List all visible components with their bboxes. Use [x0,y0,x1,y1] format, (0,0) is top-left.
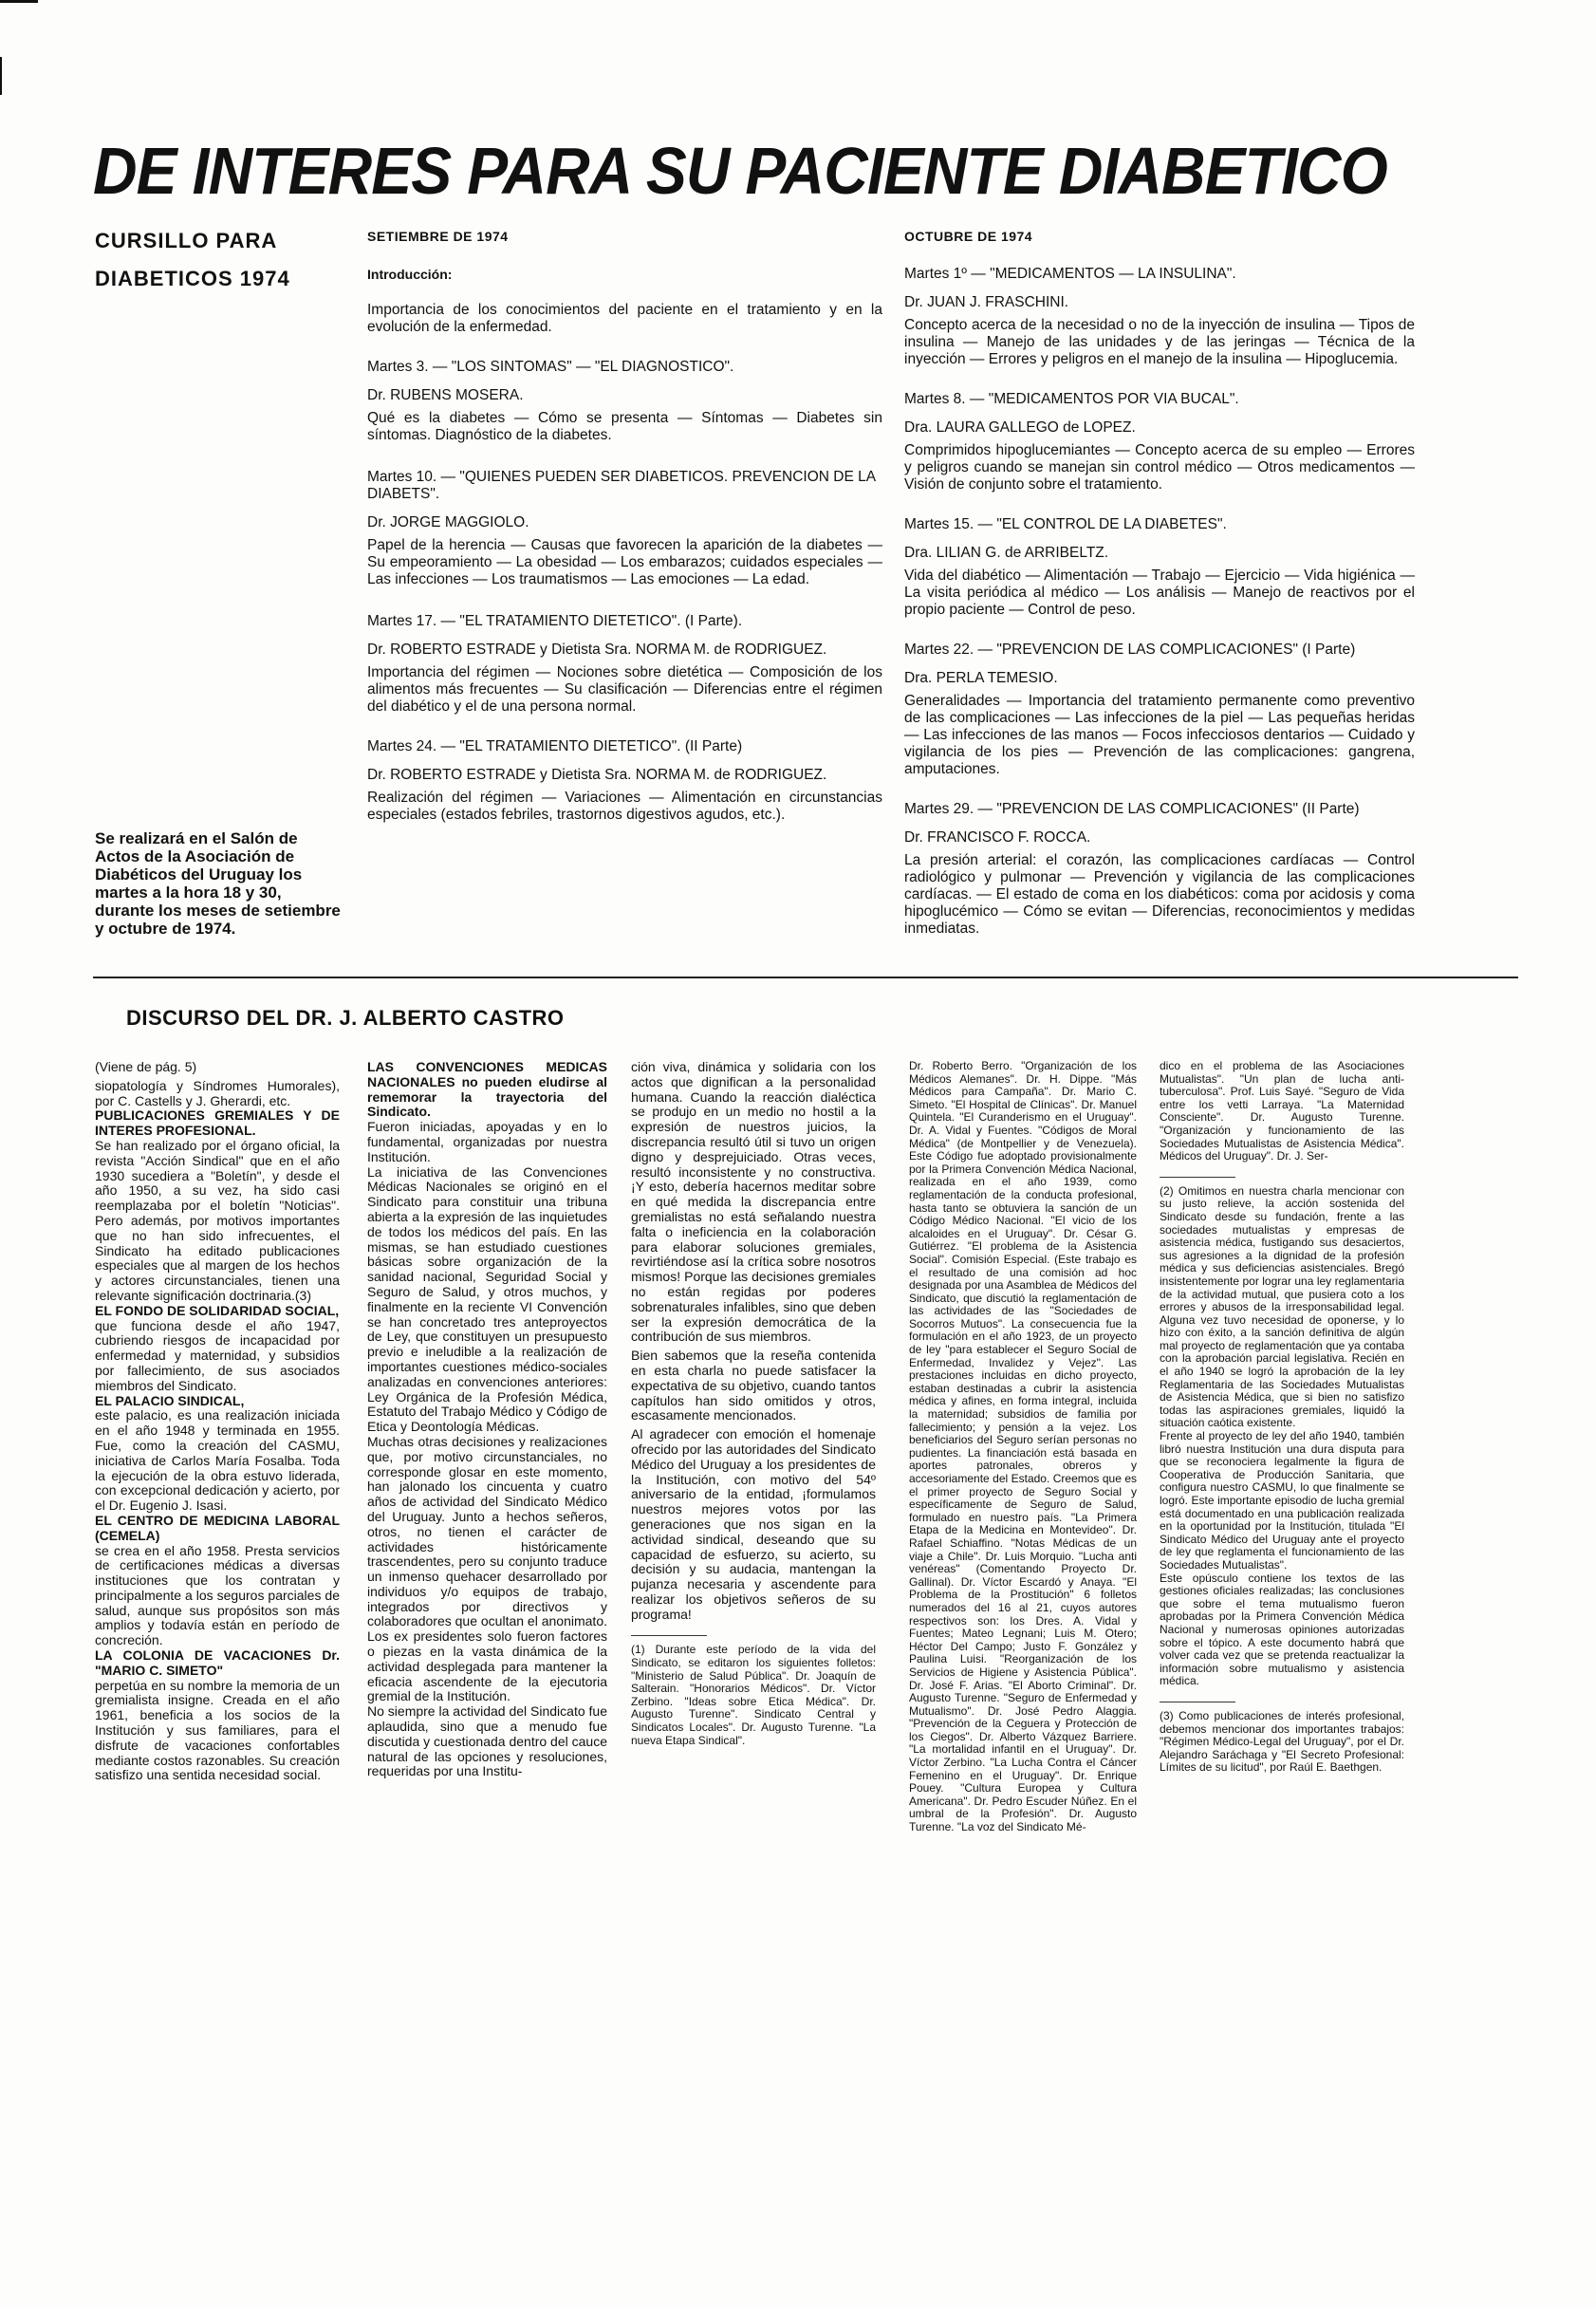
paragraph: siopatología y Síndromes Humorales), por C. Castells y J. Gherardi, etc. [95,1077,340,1108]
session-doctor: Dr. JUAN J. FRASCHINI. [904,294,1069,310]
intro-text: Importancia de los conocimientos del paciente en el tratamiento y en la evolución de la enfermedad. [367,302,882,335]
cursillo-heading [95,222,313,298]
paragraph: Se han realizado por el órgano oficial, la revista "Acción Sindical" que en el año 1930 sucediera a "Boletín", y desde el año 1950, a su vez, ha sido casi reemplazaba por el boletín "Noticias". Pero además, por motivos importantes que no han sido infrecuentes, el Sindicato ha editado publicaciones especiales que al margen de los hechos y actores circunstanciales, tienen una relevante significación doctrinaria.(3) [95,1137,340,1303]
footnote-3: (3) Como publicaciones de interés profesional, debemos mencionar dos importantes trabajos: "Régimen Médico-Legal del Uruguay", por el Dr. Alejandro Saráchaga y "El Secreto Profesional: Límites de su licitud", por Raúl E. Baethgen. [1160,1708,1404,1775]
session-description: Importancia del régimen — Nociones sobre dietética — Composición de los alimentos más frecuentes — Su clasificación — Diferencias entre el régimen del diabético y el de una persona normal. [367,664,882,715]
footnote-1: (1) Durante este período de la vida del Sindicato, se editaron los siguientes folletos: "Ministerio de Salud Pública". Dr. Joaquín de Salterain. "Honorarios Médicos". Dr. Víctor Zerbino. "Ideas sobre Etica Médica". Dr. Augusto Turenne". Sindicato Central y Sindicatos Locales". Dr. Augusto Turenne. "La nueva Etapa Sindical". [631,1643,876,1747]
session-doctor: Dr. ROBERTO ESTRADE y Dietista Sra. NORMA M. de RODRIGUEZ. [367,767,827,783]
scan-mark-left [0,57,2,95]
session-description: La presión arterial: el corazón, las complicaciones cardíacas — Control radiológico y pulmonar — Prevención y vigilancia de las complicaciones cardíacas. — El estado de coma en los diabéticos: coma por acidosis y coma hipoglucémico — Cómo se evitan — Diferencias, reconocimientos y medidas inmediatas. [904,852,1415,937]
paragraph: No siempre la actividad del Sindicato fue aplaudida, sino que a menudo fue discutida y cuestionada dentro del cauce natural de las opciones y resoluciones, requeridas por una Institu- [367,1703,607,1779]
session [367,613,882,716]
session-doctor: Dr. JORGE MAGGIOLO. [367,514,529,530]
scan-mark-top [0,0,38,3]
session [367,359,882,444]
footnote-1-continued: Dr. Roberto Berro. "Organización de los Médicos Alemanes". Dr. H. Dippe. "Más Médicos para Campaña". Dr. Mario C. Simeto. "El Hospital de Clínicas". Dr. Manuel Quintela. "El Curanderismo en el Uruguay". Dr. A. Vidal y Fuentes. "Códigos de Moral Médica" (de Montpellier y de Venezuela). Este Código fue adoptado provisionalmente por la Primera Convención Médica Nacional, realizada en el año 1939, como reglamentación de la conducta profesional, hasta tanto se obtuviera la sanción de un Código Médico Nacional. "El vicio de los alcaloides en el Uruguay". Dr. César G. Gutiérrez. "El problema de la Asistencia Social". Comisión Especial. (Este trabajo es el resultado de una comisión ad hoc designada por una Asamblea de Médicos del Sindicato, que discutió la reglamentación de las actividades de las "Sociedades de Socorros Mutuos". La consecuencia fue la formulación en el año 1923, de un proyecto de ley "para establecer el Seguro Social de Enfermedad, Invalidez y Vejez". Las prestaciones incluidas en dicho proyecto, estaban destinadas a cubrir la asistencia médica y afines, en forma integral, incluida la maternidad; subsidios de familia por fallecimiento; y pensión a la vejez. Los beneficiarios del Seguro serían personas no pudientes. La financiación está basada en aportes patronales, obreros y accesoriamente del Estado. Creemos que es el primer proyecto de Seguro Social y específicamente de Seguro de Salud, formulado en nuestro país. "La Primera Etapa de la Medicina en Montevideo". Dr. Rafael Schiaffino. "Notas Médicas de un viaje a Chile". Dr. Luis Morquio. "Lucha anti venéreas" (Comentando Proyecto Dr. Gallinal). Dr. Víctor Escardó y Anaya. "El Problema de la Prostitución" 6 folletos numerados del 16 al 21, cuyos autores respectivos son: los Dres. A. Vidal y Fuentes; Mateo Legnani; Luis M. Otero; Héctor Del Campo; Justo F. González y Paulina Luisi. "Reorganización de los Servicios de Higiene y Asistencia Pública". Dr. José F. Arias. "El Aborto Criminal". Dr. Augusto Turenne. "Seguro de Enfermedad y Mutualismo". Dr. José Pedro Alaggia. "Prevención de la Ceguera y Protección de los Ciegos". Dr. Alberto Vázquez Barriere. "La mortalidad infantil en el Uruguay". Dr. Víctor Zerbino. "La Lucha Contra el Cáncer Femenino en el Uruguay". Dr. Enrique Pouey. "Cultura Europea y Cultura Americana". Dr. Pedro Escuder Núñez. En el umbral de la Profesión". Dr. Augusto Turenne. "La voz del Sindicato Mé- [909,1059,1137,1834]
section-heading: EL PALACIO SINDICAL, [95,1392,245,1408]
session-doctor: Dr. FRANCISCO F. ROCCA. [904,829,1091,846]
footnote-2: Frente al proyecto de ley del año 1940, también libró nuestra Institución una dura disputa para que se reconociera legalmente la figura de Cooperativa de Producción Sanitaria, que configura nuestro CASMU, lo que finalmente se logró. Este importante episodio de lucha gremial está documentado en una publicación realizada en la oportunidad por la Institución, titulada "El Sindicato Médico del Uruguay ante el proyecto de ley que reglamenta el funcionamiento de las Sociedades Mutualistas". [1160,1429,1404,1572]
session-title: Martes 24. — "EL TRATAMIENTO DIETETICO". (II Parte) [367,738,743,754]
session-doctor: Dra. PERLA TEMESIO. [904,670,1058,686]
discurso-column-5 [1160,1060,1404,1775]
paragraph: perpetúa en su nombre la memoria de un gremialista insigne. Creada en el año 1961, beneficia a los socios de la Institución y sus familiares, para el disfrute de vacaciones confortables mediante costos razonables. Su creación satisfizo una sentida necesidad social. [95,1677,340,1783]
session-description: Concepto acerca de la necesidad o no de la inyección de insulina — Tipos de insulina — Manejo de las unidades y de las jeringas — Técnica de la inyección — Errores y peligros en el manejo de la insulina — Hipoglucemia. [904,317,1415,367]
session-description: Vida del diabético — Alimentación — Trabajo — Ejercicio — Vida higiénica — La visita periódica al médico — Los análisis — Manejo de reactivos por el propio paciente — Control de peso. [904,567,1415,618]
footnote-2: (2) Omitimos en nuestra charla mencionar con su justo relieve, la acción sostenida del Sindicato desde su fundación, frente a las sociedades mutualistas y empresas de asistencia médica, fustigando sus desaciertos, sus agresiones a la dignidad de la profesión médica y sus deficiencias asistenciales. Bregó insistentemente por lograr una ley reglamentaria de la actividad mutual, que pusiera coto a los errores y abusos de la irresponsabilidad legal. Alguna vez tuvo necesidad de oponerse, y lo hizo con éxito, a la sanción definitiva de algún mal proyecto de reglamentación que ya contaba con la aprobación parcial legislativa. Recién en el año 1940 se logró la aprobación de la ley Reglamentaria de las Sociedades Mutualistas de Asistencia Médica, que si bien no satisfizo todas las aspiraciones gremiales, liquidó la situación caótica existente. [1160,1183,1404,1430]
section-heading: LA COLONIA DE VACACIONES Dr. "MARIO C. SIMETO" [95,1647,340,1678]
page-title: DE INTERES PARA SU PACIENTE DIABETICO [93,134,1387,208]
discurso-title: DISCURSO DEL DR. J. ALBERTO CASTRO [126,1006,565,1030]
session-title: Martes 1º — "MEDICAMENTOS — LA INSULINA". [904,266,1236,282]
session-title: Martes 29. — "PREVENCION DE LAS COMPLICACIONES" (II Parte) [904,801,1360,817]
setiembre-sessions [367,359,882,824]
session [904,391,1415,493]
footnote-rule [631,1635,707,1636]
paragraph: La iniciativa de las Convenciones Médicas Nacionales se originó en el Sindicato para constituir una tribuna abierta a la expresión de las inquietudes de todos los médicos del país. En las mismas, se han estudiado cuestiones básicas sobre organización de la sanidad nacional, Seguridad Social y Seguro de Salud, y otros muchos, y finalmente en la reciente VI Convención se han concretado tres anteproyectos de Ley, que constituyen un presupuesto previo e ineludible a la realización de importantes cuestiones médico-sociales analizadas en convenciones anteriores: Ley Orgánica de la Profesión Médica, Estatuto del Trabajo Médico y Código de Etica y Deontología Médicas. [367,1163,607,1435]
section-heading: LAS CONVENCIONES MEDICAS NACIONALES no pueden eludirse al rememorar la trayectoria del Sindicato. [367,1059,607,1120]
section-divider [93,977,1518,978]
continued-note: (Viene de pág. 5) [95,1059,197,1074]
session-doctor: Dra. LAURA GALLEGO de LOPEZ. [904,419,1136,436]
session-description: Qué es la diabetes — Cómo se presenta — Síntomas — Diabetes sin síntomas. Diagnóstico de la diabetes. [367,410,882,443]
cursillo-sidenote: Se realizará en el Salón de Actos de la Asociación de Diabéticos del Uruguay los martes a la hora 18 y 30, durante los meses de setiembre y octubre de 1974. [95,829,341,938]
session-description: Papel de la herencia — Causas que favorecen la aparición de la diabetes — Su empeoramiento — La obesidad — Los embarazos; cuidados especiales — Las infecciones — Los traumatismos — Las emociones — La edad. [367,537,882,587]
session-title: Martes 22. — "PREVENCION DE LAS COMPLICACIONES" (I Parte) [904,642,1356,658]
discurso-column-3 [631,1060,876,1747]
discurso-column-4 [909,1060,1137,1834]
session [904,516,1415,619]
session [904,642,1415,778]
footnote-2: Este opúsculo contiene los textos de las gestiones oficiales realizadas; las conclusiones que sobre el tema mutualismo fueron aprobadas por la Primera Convención Médica Nacional y numerosas opiniones autorizadas sobre el tópico. A este documento habrá que volver cada vez que se pretenda reactualizar la información sobre mutualismo y asistencia médica. [1160,1571,1404,1688]
cursillo-heading-line1: CURSILLO PARA [95,229,278,252]
discurso-column-1 [95,1060,340,1783]
session-description: Generalidades — Importancia del tratamiento permanente como preventivo de las complicaciones — Las infecciones de la piel — Las pequeñas heridas — Las infecciones de las manos — Focos infecciosos dentarios — Cuidado y vigilancia de los pies — Prevención de las complicaciones: gangrena, amputaciones. [904,693,1415,777]
paragraph: Fueron iniciadas, apoyadas y en lo fundamental, organizadas por nuestra Institución. [367,1119,607,1164]
octubre-column [904,228,1415,957]
session-doctor: Dra. LILIAN G. de ARRIBELTZ. [904,545,1109,561]
section-heading: PUBLICACIONES GREMIALES Y DE INTERES PROFESIONAL. [95,1107,340,1139]
session-title: Martes 17. — "EL TRATAMIENTO DIETETICO". (I Parte). [367,613,743,629]
paragraph: que funciona desde el año 1947, cubriendo riesgos de incapacidad por enfermedad y maternidad, y subsidios por fallecimiento, de sus asociados miembros del Sindicato. [95,1317,340,1393]
paragraph: Bien sabemos que la reseña contenida en esta charla no puede satisfacer la expectativa de su objetivo, cuando tantos capítulos han sido omitidos y otros, escasamente mencionados. [631,1348,876,1423]
session-description: Realización del régimen — Variaciones — Alimentación en circunstancias especiales (estados febriles, trastornos digestivos agudos, etc.). [367,790,882,823]
session [367,469,882,588]
setiembre-column [367,228,882,843]
session-title: Martes 8. — "MEDICAMENTOS POR VIA BUCAL". [904,391,1239,407]
paragraph: este palacio, es una realización iniciada en el año 1948 y terminada en 1955. Fue, como la creación del CASMU, iniciativa de Carlos María Fosalba. Toda la ejecución de la obra estuvo liderada, con excepcional dedicación y acierto, por el Dr. Eugenio J. Isasi. [95,1407,340,1514]
session-doctor: Dr. RUBENS MOSERA. [367,387,524,403]
footnote-rule [1160,1177,1235,1178]
session-title: Martes 3. — "LOS SINTOMAS" — "EL DIAGNOSTICO". [367,359,734,375]
session-description: Comprimidos hipoglucemiantes — Concepto acerca de su empleo — Errores y peligros cuando se manejan sin control médico — Otros medicamentos — Visión de conjunto sobre el tratamiento. [904,442,1415,493]
section-heading: EL CENTRO DE MEDICINA LABORAL (CEMELA) [95,1512,340,1543]
session-doctor: Dr. ROBERTO ESTRADE y Dietista Sra. NORMA M. de RODRIGUEZ. [367,642,827,658]
session-title: Martes 15. — "EL CONTROL DE LA DIABETES". [904,516,1227,532]
paragraph: ción viva, dinámica y solidaria con los actos que dignifican a la personalidad humana. Cuando la reacción dialéctica se produjo en un medio no hostil a la expresión de nuestros juicios, la discrepancia resultó útil si tuvo un origen digno y desprejuiciado. Otras veces, resultó inconsistente y no constructiva. ¡Y esto, debería hacernos meditar sobre en qué medida la discrepancia entre gremialistas no está señalando nuestra falta o ineficiencia en la colaboración para elaborar soluciones gremiales, revirtiéndose así la crítica sobre nosotros mismos! Porque las decisiones gremiales no están regidas por poderes sobrenaturales infalibles, sino que deben ser la expresión democrática de la contribución de sus miembros. [631,1059,876,1345]
footnote-1-continued: dico en el problema de las Asociaciones Mutualistas". "Un plan de lucha anti-tuberculosa". Prof. Luis Sayé. "Seguro de Vida entre los vetti Larraya. "La Maternidad Consciente". Dr. Augusto Turenne. "Organización y funcionamiento de las Sociedades Mutualistas de Asistencia Médica". Médicos del Uruguay". Dr. J. Ser- [1160,1059,1404,1163]
session [367,738,882,824]
cursillo-heading-line2: DIABETICOS 1974 [95,267,290,290]
paragraph: se crea en el año 1958. Presta servicios de certificaciones médicas a diversas instituciones que los contratan y principalmente a los seguros parciales de salud, aunque sus propósitos son más amplios y todavía están en período de concreción. [95,1542,340,1648]
setiembre-heading: SETIEMBRE DE 1974 [367,229,509,244]
octubre-heading: OCTUBRE DE 1974 [904,229,1033,244]
section-heading: EL FONDO DE SOLIDARIDAD SOCIAL, [95,1302,340,1318]
session-title: Martes 10. — "QUIENES PUEDEN SER DIABETICOS. PREVENCION DE LA DIABETS". [367,469,876,502]
paragraph: Al agradecer con emoción el homenaje ofrecido por las autoridades del Sindicato Médico del Uruguay a los presidentes de la Institución, con motivo del 54º aniversario de la entidad, ¡formulamos nuestros mejores votos por las generaciones que nos sigan en la actividad sindical, deseando que su capacidad de esfuerzo, su acierto, su decisión y su audacia, mantengan la pujanza necesaria y ascendente para realizar los objetivos señeros de su programa! [631,1426,876,1622]
paragraph: Muchas otras decisiones y realizaciones que, por motivo circunstanciales, no corresponde glosar en este momento, han jalonado los cincuenta y cuatro años de actividad del Sindicato Médico del Uruguay. Junto a hechos señeros, otros, no tienen el carácter de actividades históricamente trascendentes, pero su conjunto traduce un inmenso quehacer desarrollado por individuos y/o equipos de trabajo, integrados por directivos y colaboradores que ocultan el anonimato. Los ex presidentes solo fueron factores o piezas en la vasta dinámica de la actividad desplegada para mantener la eficacia ascendente de la ejecutoria gremial de la Institución. [367,1433,607,1704]
session [904,801,1415,938]
discurso-column-2 [367,1060,607,1779]
intro-label: Introducción: [367,267,453,282]
session [904,266,1415,368]
